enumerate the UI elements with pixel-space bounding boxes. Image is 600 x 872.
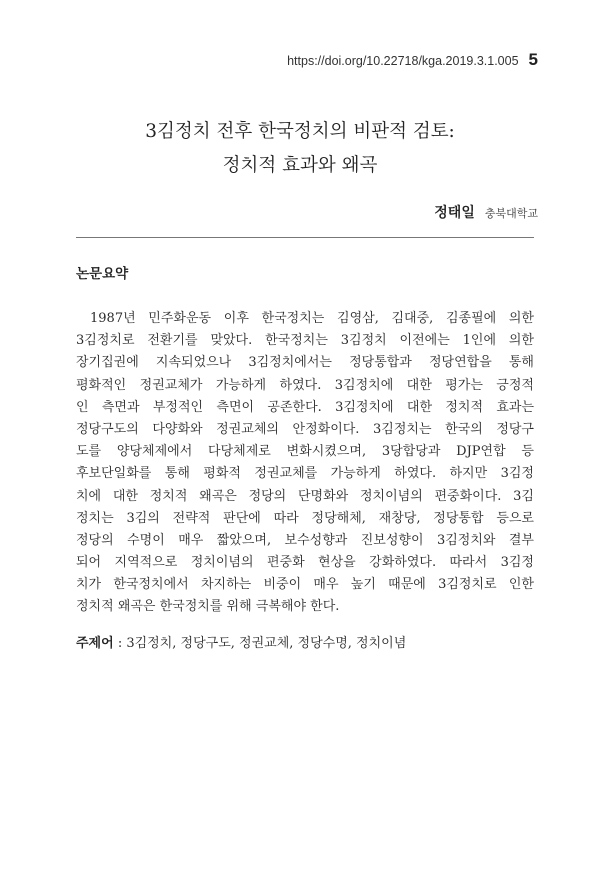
abstract-line: 되어 지역적으로 정치이념의 편중화 현상을 강화하였다. 따라서 3김정 — [76, 555, 534, 571]
keywords-text: 3김정치, 정당구도, 정권교체, 정당수명, 정치이념 — [126, 636, 407, 651]
keywords-separator: : — [113, 636, 127, 651]
abstract-line: 3김정치로 전환기를 맞았다. 한국정치는 3김정치 이전에는 1인에 의한 — [76, 333, 534, 349]
author-block — [434, 202, 538, 222]
abstract-line: 인 측면과 부정적인 측면이 공존한다. 3김정치에 대한 정치적 효과는 — [76, 399, 534, 415]
page-number: 5 — [528, 50, 538, 69]
paper-title — [0, 115, 600, 183]
author-affiliation: 충북대학교 — [484, 207, 538, 220]
abstract-line: 후보단일화를 통해 평화적 정권교체를 가능하게 하였다. 하지만 3김정 — [76, 466, 534, 482]
abstract-line: 도를 양당체제에서 다당체제로 변화시켰으며, 3당합당과 DJP연합 등 — [76, 444, 534, 460]
page-header — [287, 50, 538, 70]
abstract-line: 정당구도의 다양화와 정권교체의 안정화이다. 3김정치는 한국의 정당구 — [76, 421, 534, 437]
abstract-line: 정당의 수명이 매우 짧았으며, 보수성향과 진보성향이 3김정치와 결부 — [76, 532, 534, 548]
paper-title-line-1: 3김정치 전후 한국정치의 비판적 검토: — [145, 121, 455, 142]
abstract-line: 평화적인 정권교체가 가능하게 하였다. 3김정치에 대한 평가는 긍정적 — [76, 377, 534, 393]
abstract-line: 장기집권에 지속되었으나 3김정치에서는 정당통합과 정당연합을 통해 — [76, 355, 534, 371]
abstract-line: 1987년 민주화운동 이후 한국정치는 김영삼, 김대중, 김종필에 의한 — [90, 311, 534, 326]
abstract-line: 정치적 왜곡은 한국정치를 위해 극복해야 한다. — [76, 599, 340, 615]
doi-link[interactable]: https://doi.org/10.22718/kga.2019.3.1.005 — [287, 54, 519, 68]
abstract-heading: 논문요약 — [76, 266, 129, 282]
keywords — [76, 632, 406, 651]
keywords-label: 주제어 — [76, 636, 114, 651]
author-name: 정태일 — [434, 205, 475, 221]
abstract-line: 치에 대한 정치적 왜곡은 정당의 단명화와 정치이념의 편중화이다. 3김 — [76, 488, 534, 504]
abstract-line: 치가 한국정치에서 차지하는 비중이 매우 높기 때문에 3김정치로 인한 — [76, 577, 534, 593]
abstract-body — [76, 308, 534, 619]
paper-title-line-2: 정치적 효과와 왜곡 — [222, 155, 378, 176]
abstract-line: 정치는 3김의 전략적 판단에 따라 정당해체, 재창당, 정당통합 등으로 — [76, 510, 534, 526]
divider — [76, 237, 534, 238]
